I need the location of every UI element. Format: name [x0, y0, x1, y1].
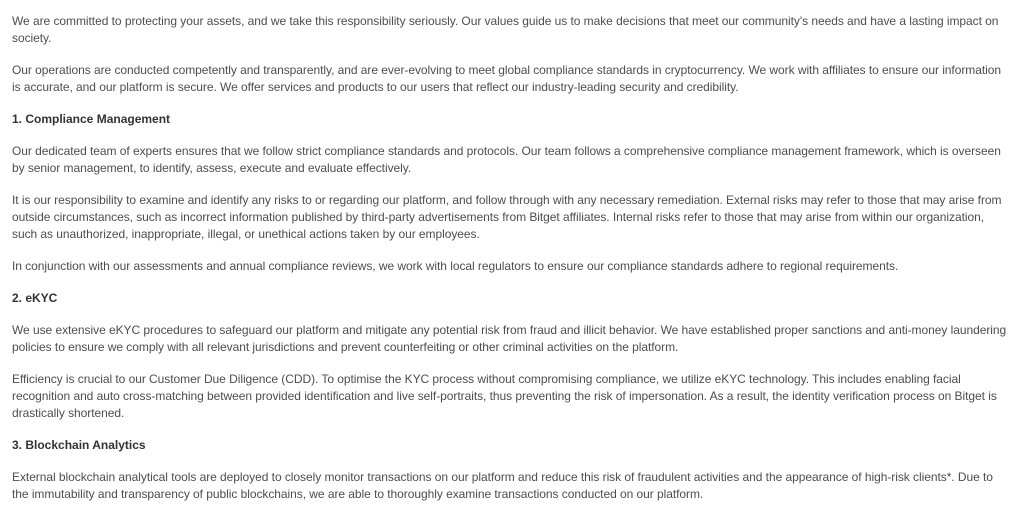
- compliance-paragraph-1: Our dedicated team of experts ensures that we follow strict compliance standards and protocols. Our team follows a comprehensive compliance management framework, which is overseen by senior management, to identify, assess, execute and evaluate effectively.: [12, 144, 1001, 175]
- ekyc-paragraph-1: We use extensive eKYC procedures to safeguard our platform and mitigate any potential risk from fraud and illicit behavior. We have established proper sanctions and anti-money laundering policies to ensure we comply with all relevant jurisdictions and prevent counterfeiting or other criminal activities on the platform.: [12, 323, 1007, 354]
- compliance-document: [12, 13, 1012, 503]
- intro-paragraph-1: We are committed to protecting your assets, and we take this responsibility seriously. Our values guide us to make decisions that meet our community's needs and have a lasting impact on society.: [12, 14, 999, 45]
- section-heading-compliance-management: 1. Compliance Management: [12, 112, 171, 126]
- compliance-paragraph-3: In conjunction with our assessments and annual compliance reviews, we work with local regulators to ensure our compliance standards adhere to regional requirements.: [12, 259, 899, 273]
- ekyc-paragraph-2: Efficiency is crucial to our Customer Due Diligence (CDD). To optimise the KYC process without compromising compliance, we utilize eKYC technology. This includes enabling facial recognition and auto cross-matching between provided identification and live self-portraits, thus preventing the risk of impersonation. As a result, the identity verification process on Bitget is drastically shortened.: [12, 372, 997, 420]
- blockchain-paragraph-1: External blockchain analytical tools are deployed to closely monitor transactions on our platform and reduce this risk of fraudulent activities and the appearance of high-risk clients*. Due to the immutability and transparency of public blockchains, we are able to thoroughly examine transactions conducted on our platform.: [12, 470, 993, 501]
- section-heading-blockchain-analytics: 3. Blockchain Analytics: [12, 438, 146, 452]
- intro-paragraph-2: Our operations are conducted competently and transparently, and are ever-evolving to meet global compliance standards in cryptocurrency. We work with affiliates to ensure our information is accurate, and our platform is secure. We offer services and products to our users that reflect our industry-leading security and credibility.: [12, 63, 1001, 94]
- compliance-paragraph-2: It is our responsibility to examine and identify any risks to or regarding our platform, and follow through with any necessary remediation. External risks may refer to those that may arise from outside circumstances, such as incorrect information published by third-party advertisements from Bitget affiliates. Internal risks refer to those that may arise from within our organization, such as unauthorized, inappropriate, illegal, or unethical actions taken by our employees.: [12, 193, 1002, 241]
- section-heading-ekyc: 2. eKYC: [12, 291, 58, 305]
